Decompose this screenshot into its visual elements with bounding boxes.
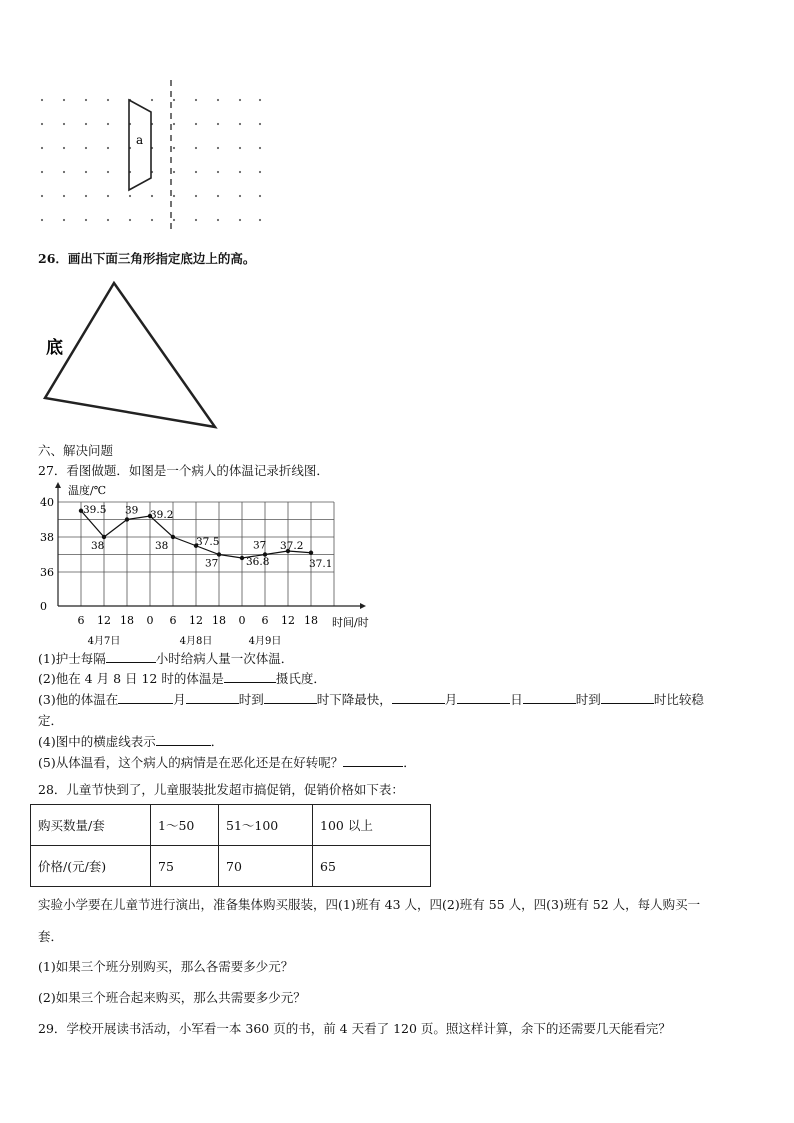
table-cell: 购买数量/套	[31, 805, 151, 846]
date-label: 4月8日	[179, 636, 213, 647]
table-cell: 65	[313, 846, 431, 887]
chart-ticks	[40, 496, 318, 647]
base-label: 底	[46, 338, 63, 358]
grid-dot	[173, 99, 175, 101]
x-tick-label: 6	[169, 614, 177, 627]
grid-dot	[63, 147, 65, 149]
x-tick-label: 6	[77, 614, 85, 627]
grid-dot	[85, 195, 87, 197]
grid-dot	[239, 99, 241, 101]
x-axis-arrow	[360, 603, 366, 609]
grid-dot	[173, 171, 175, 173]
x-tick-label: 6	[261, 614, 269, 627]
x-tick-label: 18	[304, 614, 318, 627]
grid-dot	[195, 219, 197, 221]
grid-dot	[41, 171, 43, 173]
grid-dot	[195, 99, 197, 101]
grid-dot	[217, 219, 219, 221]
temperature-line-chart	[30, 480, 390, 652]
grid-dot	[63, 195, 65, 197]
x-tick-label: 18	[212, 614, 226, 627]
blank-3a[interactable]	[118, 691, 173, 704]
blank-1[interactable]	[106, 650, 156, 663]
table-row	[31, 805, 431, 846]
y-tick-label: 40	[40, 496, 54, 509]
date-label: 4月9日	[248, 636, 282, 647]
data-label: 39	[125, 504, 139, 517]
grid-dot	[107, 219, 109, 221]
grid-dot	[173, 219, 175, 221]
y-tick-label: 38	[40, 531, 54, 544]
table-row	[31, 846, 431, 887]
section-title: 六、解决问题	[38, 443, 114, 458]
grid-dot	[239, 219, 241, 221]
grid-dot	[195, 195, 197, 197]
data-label: 39.5	[83, 503, 107, 516]
grid-dot	[41, 147, 43, 149]
grid-dot	[195, 147, 197, 149]
grid-dot	[217, 171, 219, 173]
grid-dot	[85, 99, 87, 101]
grid-dot	[259, 123, 261, 125]
grid-dot	[217, 147, 219, 149]
data-point	[309, 551, 313, 555]
y-axis-arrow	[55, 482, 61, 488]
grid-dot	[239, 195, 241, 197]
blank-3d[interactable]	[392, 691, 445, 704]
q27-sub4: (4)图中的横虚线表示 ．	[38, 734, 224, 749]
q28-paragraph: 实验小学要在儿童节进行演出，准备集体购买服装，四(1)班有 43 人，四(2)班有 55 人，四(3)班有 52 人，每人购买一	[38, 897, 701, 912]
data-point	[125, 517, 129, 521]
grid-dot	[195, 123, 197, 125]
q27-sub2: (2)他在 4 月 8 日 12 时的体温是 摄氏度．	[38, 671, 326, 686]
date-label: 4月7日	[87, 636, 121, 647]
grid-dot	[63, 219, 65, 221]
dot-grid-figure	[30, 70, 280, 240]
table-cell: 75	[151, 846, 219, 887]
grid-dot	[129, 219, 131, 221]
x-tick-label: 18	[120, 614, 134, 627]
q27-sub3-cont: 定．	[38, 713, 64, 728]
data-point	[217, 552, 221, 556]
grid-dot	[85, 123, 87, 125]
grid-dot	[41, 219, 43, 221]
grid-dot	[239, 147, 241, 149]
blank-3c[interactable]	[264, 691, 317, 704]
data-point	[240, 556, 244, 560]
q27-text: 27．看图做题．如图是一个病人的体温记录折线图．	[38, 463, 329, 478]
q28-sub2: (2)如果三个班合起来购买，那么共需要多少元？	[38, 990, 306, 1005]
blank-2[interactable]	[224, 670, 276, 683]
blank-3b[interactable]	[186, 691, 239, 704]
grid-dot	[217, 99, 219, 101]
table-cell: 1～50	[151, 805, 219, 846]
data-label: 36.8	[246, 556, 270, 568]
blank-3f[interactable]	[523, 691, 576, 704]
x-tick-label: 0	[146, 614, 154, 627]
grid-dot	[85, 171, 87, 173]
blank-3e[interactable]	[457, 691, 510, 704]
triangle-figure	[38, 275, 228, 435]
data-label: 39.2	[150, 509, 174, 521]
triangle	[45, 283, 215, 427]
y-tick-label: 36	[40, 566, 54, 579]
table-cell: 70	[219, 846, 313, 887]
table-cell: 价格/(元/套)	[31, 846, 151, 887]
grid-dot	[107, 99, 109, 101]
grid-dot	[107, 195, 109, 197]
q29-text: 29．学校开展读书活动，小军看一本 360 页的书，前 4 天看了 120 页。照这样计算，余下的还需要几天能看完？	[38, 1021, 671, 1036]
data-label: 38	[155, 540, 169, 552]
grid-dot	[259, 147, 261, 149]
x-tick-label: 0	[238, 614, 246, 627]
data-label: 37.2	[280, 540, 304, 552]
grid-dot	[63, 99, 65, 101]
q28-paragraph-cont: 套．	[38, 929, 64, 944]
data-label: 37.5	[196, 535, 220, 548]
data-label: 37	[253, 539, 267, 552]
grid-dot	[259, 99, 261, 101]
grid-dot	[259, 171, 261, 173]
x-axis-title: 时间/时	[332, 616, 369, 629]
grid-dot	[239, 123, 241, 125]
grid-dot	[85, 147, 87, 149]
price-table	[30, 804, 431, 887]
grid-dot	[85, 219, 87, 221]
data-label: 38	[91, 540, 105, 552]
y-axis-title: 温度/℃	[68, 484, 107, 497]
q28-text: 28．儿童节快到了，儿童服装批发超市搞促销，促销价格如下表：	[38, 782, 404, 797]
data-label: 37.1	[309, 557, 333, 570]
grid-dot	[41, 195, 43, 197]
y-tick-label: 0	[40, 600, 47, 613]
grid-dot	[259, 219, 261, 221]
grid-dot	[107, 171, 109, 173]
grid-dot	[63, 171, 65, 173]
grid-dot	[151, 99, 153, 101]
grid-dot	[239, 171, 241, 173]
data-label: 37	[205, 557, 219, 570]
grid-dot	[63, 123, 65, 125]
table-cell: 100 以上	[313, 805, 431, 846]
grid-dot	[41, 123, 43, 125]
x-tick-label: 12	[281, 614, 295, 627]
x-tick-label: 12	[189, 614, 203, 627]
data-point	[171, 535, 175, 539]
grid-dot	[195, 171, 197, 173]
blank-3g[interactable]	[601, 691, 654, 704]
grid-dot	[173, 123, 175, 125]
grid-dot	[41, 99, 43, 101]
q27-sub3: (3)他的体温在 月 时到 时下降最快， 月 日 时到 时比较稳	[38, 692, 704, 707]
grid-dot	[151, 219, 153, 221]
grid-dot	[107, 123, 109, 125]
q27-sub5: (5)从体温看，这个病人的病情是在恶化还是在好转呢？ ．	[38, 755, 416, 770]
grid-dot	[259, 195, 261, 197]
q27-sub1: (1)护士每隔 小时给病人量一次体温．	[38, 651, 294, 666]
grid-dot	[217, 195, 219, 197]
blank-5[interactable]	[343, 754, 403, 767]
data-point	[102, 535, 106, 539]
x-tick-label: 12	[97, 614, 111, 627]
grid-dot	[151, 195, 153, 197]
grid-dot	[173, 147, 175, 149]
chart-grid	[58, 502, 334, 606]
figure-label-a: a	[136, 133, 144, 147]
grid-dot	[173, 195, 175, 197]
blank-4[interactable]	[156, 733, 211, 746]
q26-text: 26．画出下面三角形指定底边上的高。	[38, 251, 256, 266]
grid-dot	[129, 195, 131, 197]
table-cell: 51～100	[219, 805, 313, 846]
grid-dot	[107, 147, 109, 149]
grid-dot	[217, 123, 219, 125]
q28-sub1: (1)如果三个班分别购买，那么各需要多少元？	[38, 959, 294, 974]
